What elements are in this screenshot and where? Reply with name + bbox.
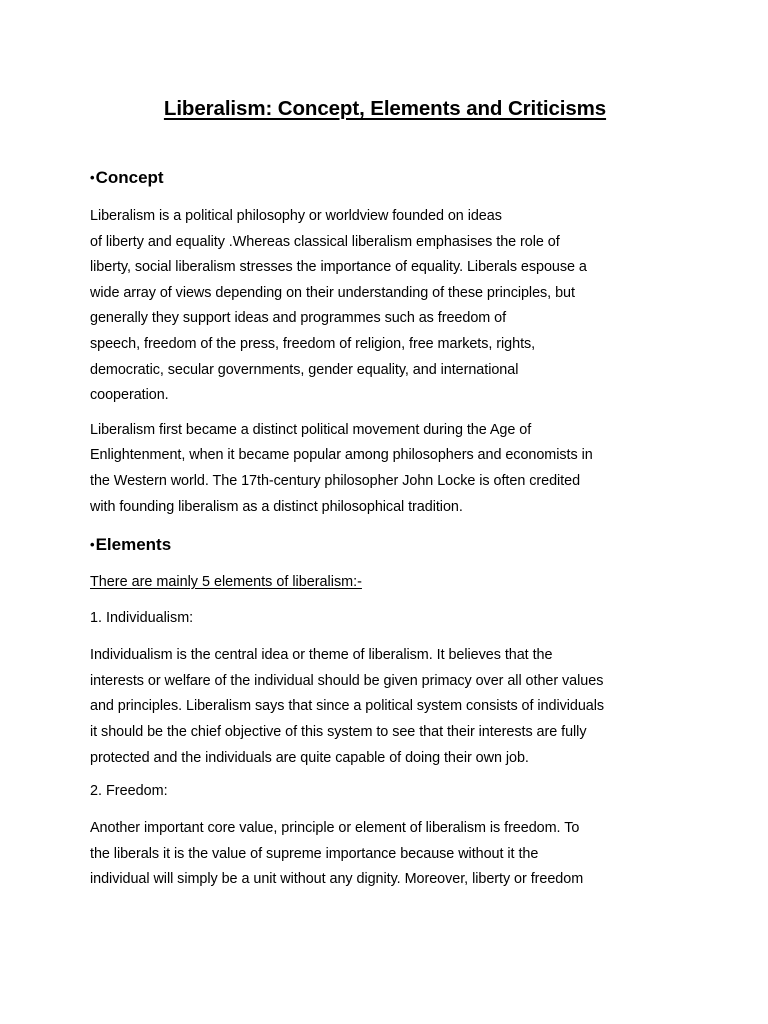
paragraph-line: Another important core value, principle or element of liberalism is freedom. To [90, 820, 580, 837]
paragraph-line: Enlightenment, when it became popular among philosophers and economists in [90, 447, 593, 464]
paragraph-line: cooperation. [90, 387, 169, 404]
paragraph-line: democratic, secular governments, gender equality, and international [90, 361, 519, 378]
elements-intro [90, 571, 680, 593]
element-1-paragraph [90, 643, 680, 771]
paragraph-line: Liberalism is a political philosophy or worldview founded on ideas [90, 208, 502, 224]
paragraph-line: liberty, social liberalism stresses the importance of equality. Liberals espouse a [90, 259, 587, 276]
paragraph-line: speech, freedom of the press, freedom of religion, free markets, rights, [90, 335, 536, 352]
paragraph-line: Individualism is the central idea or theme of liberalism. It believes that the [90, 647, 553, 664]
bullet-icon: • [90, 170, 95, 185]
paragraph-line: it should be the chief objective of this system to see that their interests are fully [90, 723, 587, 740]
section-heading-elements-text: Elements [95, 535, 172, 555]
paragraph-line: Liberalism first became a distinct political movement during the Age of [90, 421, 532, 438]
paragraph-line: of liberty and equality .Whereas classical liberalism emphasises the role of [90, 233, 560, 250]
element-2-paragraph [90, 816, 680, 893]
paragraph-line: interests or welfare of the individual should be given primacy over all other values [90, 672, 604, 689]
paragraph-line: the Western world. The 17th-century philosopher John Locke is often credited [90, 472, 581, 489]
element-2-title: 2. Freedom: [90, 783, 168, 800]
paragraph-line: and principles. Liberalism says that since a political system consists of individuals [90, 698, 605, 715]
section-heading-elements [90, 534, 680, 557]
elements-intro-text: There are mainly 5 elements of liberalism:- [90, 574, 362, 591]
paragraph-line: wide array of views depending on their understanding of these principles, but [90, 284, 575, 301]
paragraph-line: individual will simply be a unit without any dignity. Moreover, liberty or freedom [90, 871, 584, 888]
paragraph-line: protected and the individuals are quite capable of doing their own job. [90, 749, 529, 766]
paragraph-line: the liberals it is the value of supreme importance because without it the [90, 845, 539, 862]
concept-paragraph-1 [90, 204, 680, 409]
document-title: Liberalism: Concept, Elements and Criticisms [163, 97, 607, 120]
bullet-icon: • [90, 537, 95, 553]
element-1-title: 1. Individualism: [90, 610, 194, 627]
section-heading-concept [90, 167, 680, 190]
paragraph-line: with founding liberalism as a distinct philosophical tradition. [90, 498, 463, 515]
paragraph-line: generally they support ideas and programmes such as freedom of [90, 310, 507, 327]
section-heading-concept-text: Concept [95, 168, 164, 187]
concept-paragraph-2 [90, 418, 680, 520]
